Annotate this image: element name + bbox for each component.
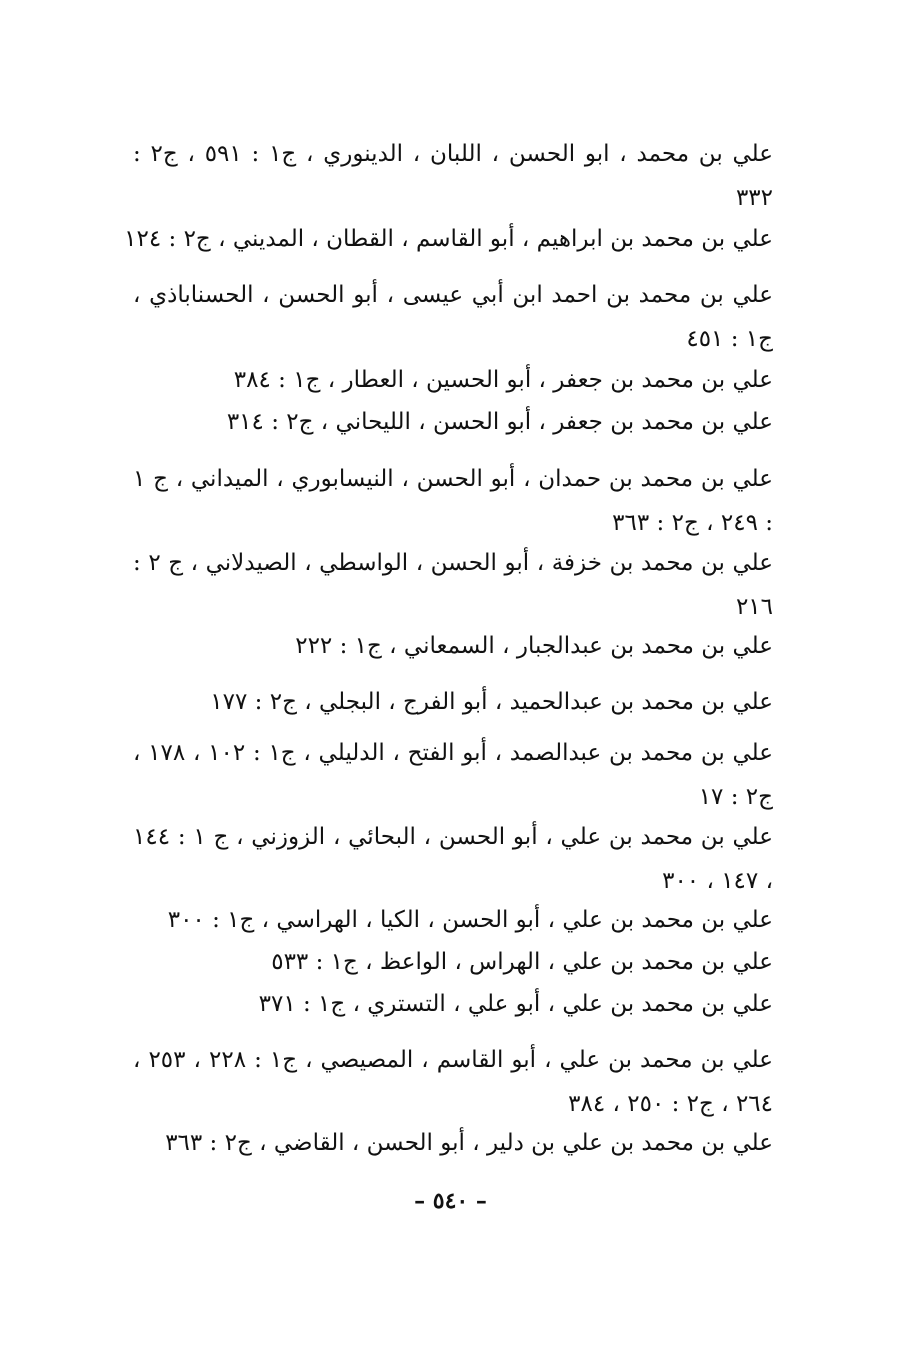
index-entry: علي بن محمد بن احمد ابن أبي عيسى ، أبو الحسن ، الحسناباذي ، ج١ : ٤٥١: [133, 282, 773, 352]
index-entry: علي بن محمد ، ابو الحسن ، اللبان ، الدينوري ، ج١ : ٥٩١ ، ج٢ : ٣٣٢: [133, 141, 773, 211]
index-entry: علي بن محمد بن خزفة ، أبو الحسن ، الواسطي ، الصيدلاني ، ج ٢ : ٢١٦: [133, 550, 774, 620]
index-entry: علي بن محمد بن علي ، الهراس ، الواعظ ، ج١ : ٥٣٣: [271, 949, 773, 975]
index-entry: علي بن محمد بن علي ، أبو علي ، التستري ، ج١ : ٣٧١: [258, 991, 773, 1017]
index-entry: علي بن محمد بن عبدالصمد ، أبو الفتح ، الدليلي ، ج١ : ١٠٢ ، ١٧٨ ، ج٢ : ١٧: [133, 740, 774, 810]
index-entry: علي بن محمد بن ابراهيم ، أبو القاسم ، القطان ، المديني ، ج٢ : ١٢٤: [124, 226, 773, 252]
index-entry: علي بن محمد بن علي بن دلير ، أبو الحسن ، القاضي ، ج٢ : ٣٦٣: [165, 1130, 773, 1156]
index-entry: علي بن محمد بن جعفر ، أبو الحسن ، الليحاني ، ج٢ : ٣١٤: [226, 409, 773, 435]
index-entry: علي بن محمد بن عبدالحميد ، أبو الفرج ، البجلي ، ج٢ : ١٧٧: [210, 689, 773, 715]
page-number: – ٥٤٠ –: [414, 1188, 487, 1214]
index-entry: علي بن محمد بن جعفر ، أبو الحسين ، العطار ، ج١ : ٣٨٤: [233, 367, 773, 393]
index-entry: علي بن محمد بن عبدالجبار ، السمعاني ، ج١ : ٢٢٢: [295, 633, 773, 659]
index-entry: علي بن محمد بن علي ، أبو القاسم ، المصيصي ، ج١ : ٢٢٨ ، ٢٥٣ ، ٢٦٤ ، ج٢ : ٢٥٠ ، ٣٨٤: [133, 1047, 774, 1117]
index-entry: علي بن محمد بن حمدان ، أبو الحسن ، النيسابوري ، الميداني ، ج ١ : ٢٤٩ ، ج٢ : ٣٦٣: [133, 466, 773, 536]
index-entry: علي بن محمد بن علي ، أبو الحسن ، البحائي ، الزوزني ، ج ١ : ١٤٤ ، ١٤٧ ، ٣٠٠: [133, 824, 773, 894]
index-entry: علي بن محمد بن علي ، أبو الحسن ، الكيا ، الهراسي ، ج١ : ٣٠٠: [167, 907, 773, 933]
